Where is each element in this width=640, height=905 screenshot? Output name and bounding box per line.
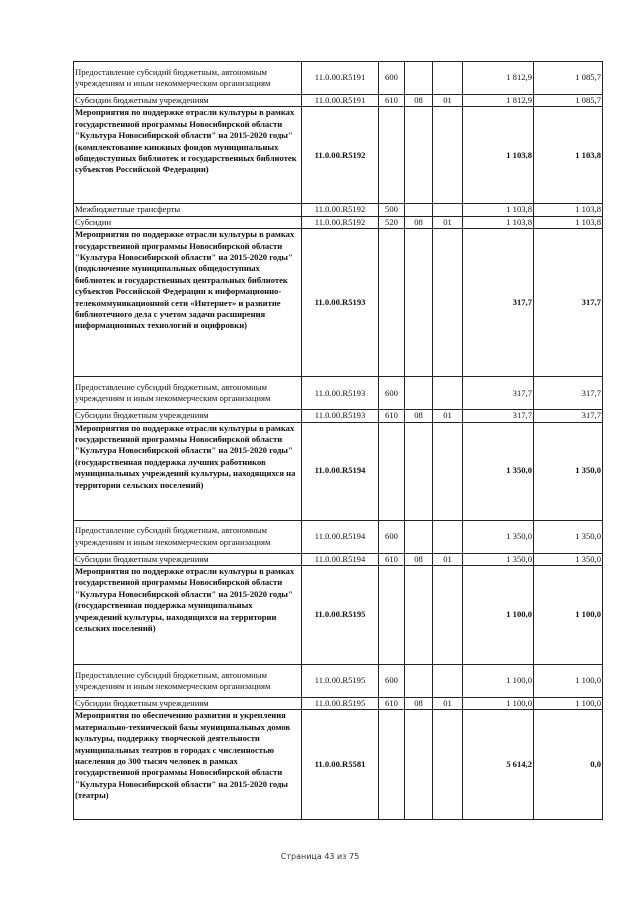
expense-type-cell: 600	[379, 377, 405, 410]
section-cell: 08	[405, 553, 433, 565]
target-code-cell: 11.0.00.R5192	[302, 216, 379, 228]
target-code-cell: 11.0.00.R5191	[302, 62, 379, 95]
row-name-cell: Мероприятия по поддержке отрасли культуры в рамках государственной программы Новосибирской области "Культура Новосибирской области" на 2015-2020 годы" (комплектование книжных фондов муниципальных общедоступных библиотек и государственных библиотек субъектов Российской Федерации)	[74, 107, 302, 204]
amount-year-1-cell: 317,7	[463, 229, 534, 377]
subsection-cell	[433, 62, 463, 95]
table-row	[74, 107, 603, 204]
row-name-cell: Мероприятия по поддержке отрасли культуры в рамках государственной программы Новосибирской области "Культура Новосибирской области" на 2015-2020 годы" (государственная поддержка лучших работников муниципальных учреждений культуры, находящихся на территории сельских поселений)	[74, 422, 302, 520]
expense-type-cell: 600	[379, 665, 405, 698]
subsection-cell	[433, 422, 463, 520]
target-code-cell: 11.0.00.R5195	[302, 665, 379, 698]
section-cell	[405, 422, 433, 520]
subsection-cell: 01	[433, 216, 463, 228]
target-code-cell: 11.0.00.R5581	[302, 710, 379, 820]
section-cell	[405, 710, 433, 820]
expense-type-cell: 500	[379, 204, 405, 216]
expense-type-cell: 600	[379, 520, 405, 553]
amount-year-1-cell: 1 103,8	[463, 204, 534, 216]
section-cell	[405, 520, 433, 553]
table-row	[74, 410, 603, 422]
amount-year-1-cell: 1 350,0	[463, 422, 534, 520]
section-cell: 08	[405, 410, 433, 422]
expense-type-cell: 600	[379, 62, 405, 95]
target-code-cell: 11.0.00.R5194	[302, 422, 379, 520]
amount-year-1-cell: 1 103,8	[463, 107, 534, 204]
section-cell: 08	[405, 698, 433, 710]
section-cell	[405, 62, 433, 95]
subsection-cell	[433, 229, 463, 377]
subsection-cell	[433, 566, 463, 665]
table-row	[74, 422, 603, 520]
row-name-cell: Мероприятия по поддержке отрасли культуры в рамках государственной программы Новосибирской области "Культура Новосибирской области" на 2015-2020 годы" (подключение муниципальных общедоступных библиотек и государственных центральных библиотек субъектов Российской Федерации к информационно-телекоммуникационной сети «Интернет» и развитие библиотечного дела с учетом задачи расширения информационных технологий и оцифровки)	[74, 229, 302, 377]
amount-year-1-cell: 1 103,8	[463, 216, 534, 228]
row-name-cell: Предоставление субсидий бюджетным, автономным учреждениям и иным некоммерческим организациям	[74, 520, 302, 553]
table-row	[74, 204, 603, 216]
target-code-cell: 11.0.00.R5194	[302, 553, 379, 565]
subsection-cell	[433, 204, 463, 216]
expense-type-cell	[379, 566, 405, 665]
subsection-cell	[433, 520, 463, 553]
subsection-cell: 01	[433, 95, 463, 107]
subsection-cell	[433, 377, 463, 410]
amount-year-2-cell: 1 100,0	[534, 566, 603, 665]
subsection-cell: 01	[433, 553, 463, 565]
amount-year-2-cell: 1 085,7	[534, 95, 603, 107]
expense-type-cell: 610	[379, 553, 405, 565]
amount-year-1-cell: 317,7	[463, 410, 534, 422]
table-row	[74, 710, 603, 820]
amount-year-1-cell: 1 350,0	[463, 520, 534, 553]
row-name-cell: Межбюджетные трансферты	[74, 204, 302, 216]
budget-table	[73, 61, 603, 820]
amount-year-2-cell: 1 085,7	[534, 62, 603, 95]
section-cell	[405, 229, 433, 377]
amount-year-1-cell: 1 812,9	[463, 95, 534, 107]
table-row	[74, 229, 603, 377]
subsection-cell	[433, 107, 463, 204]
row-name-cell: Мероприятия по обеспечению развития и укрепления материально-технической базы муниципальных домов культуры, поддержку творческой деятельности муниципальных театров в городах с численностью населения до 300 тысяч человек в рамках государственной программы Новосибирской области "Культура Новосибирской области" на 2015-2020 годы (театры)	[74, 710, 302, 820]
row-name-cell: Субсидии	[74, 216, 302, 228]
target-code-cell: 11.0.00.R5195	[302, 566, 379, 665]
page-number: Страница 43 из 75	[280, 852, 360, 861]
target-code-cell: 11.0.00.R5195	[302, 698, 379, 710]
target-code-cell: 11.0.00.R5193	[302, 410, 379, 422]
table-row	[74, 95, 603, 107]
table-row	[74, 216, 603, 228]
table-row	[74, 62, 603, 95]
amount-year-2-cell: 0,0	[534, 710, 603, 820]
table-row	[74, 377, 603, 410]
row-name-cell: Предоставление субсидий бюджетным, автономным учреждениям и иным некоммерческим организациям	[74, 665, 302, 698]
amount-year-2-cell: 1 103,8	[534, 216, 603, 228]
amount-year-1-cell: 1 100,0	[463, 665, 534, 698]
amount-year-1-cell: 1 812,9	[463, 62, 534, 95]
expense-type-cell: 610	[379, 698, 405, 710]
amount-year-1-cell: 1 100,0	[463, 566, 534, 665]
amount-year-1-cell: 1 350,0	[463, 553, 534, 565]
section-cell	[405, 107, 433, 204]
row-name-cell: Субсидии бюджетным учреждениям	[74, 553, 302, 565]
subsection-cell: 01	[433, 698, 463, 710]
target-code-cell: 11.0.00.R5193	[302, 229, 379, 377]
target-code-cell: 11.0.00.R5192	[302, 107, 379, 204]
table-row	[74, 553, 603, 565]
table-row	[74, 665, 603, 698]
amount-year-2-cell: 317,7	[534, 377, 603, 410]
section-cell	[405, 377, 433, 410]
table-row	[74, 698, 603, 710]
subsection-cell	[433, 665, 463, 698]
table-body	[74, 62, 603, 820]
target-code-cell: 11.0.00.R5194	[302, 520, 379, 553]
row-name-cell: Субсидии бюджетным учреждениям	[74, 698, 302, 710]
expense-type-cell	[379, 422, 405, 520]
amount-year-1-cell: 1 100,0	[463, 698, 534, 710]
amount-year-1-cell: 5 614,2	[463, 710, 534, 820]
target-code-cell: 11.0.00.R5191	[302, 95, 379, 107]
amount-year-2-cell: 1 103,8	[534, 107, 603, 204]
row-name-cell: Мероприятия по поддержке отрасли культуры в рамках государственной программы Новосибирской области "Культура Новосибирской области" на 2015-2020 годы" (государственная поддержка муниципальных учреждений культуры, находящихся на территории сельских поселений)	[74, 566, 302, 665]
expense-type-cell	[379, 107, 405, 204]
target-code-cell: 11.0.00.R5193	[302, 377, 379, 410]
amount-year-2-cell: 317,7	[534, 410, 603, 422]
row-name-cell: Субсидии бюджетным учреждениям	[74, 95, 302, 107]
row-name-cell: Предоставление субсидий бюджетным, автономным учреждениям и иным некоммерческим организациям	[74, 377, 302, 410]
amount-year-2-cell: 1 350,0	[534, 422, 603, 520]
expense-type-cell: 610	[379, 410, 405, 422]
expense-type-cell	[379, 229, 405, 377]
amount-year-2-cell: 1 100,0	[534, 665, 603, 698]
expense-type-cell	[379, 710, 405, 820]
table-row	[74, 520, 603, 553]
subsection-cell: 01	[433, 410, 463, 422]
expense-type-cell: 610	[379, 95, 405, 107]
table-row	[74, 566, 603, 665]
section-cell	[405, 566, 433, 665]
row-name-cell: Предоставление субсидий бюджетным, автономным учреждениям и иным некоммерческим организациям	[74, 62, 302, 95]
subsection-cell	[433, 710, 463, 820]
amount-year-2-cell: 317,7	[534, 229, 603, 377]
amount-year-2-cell: 1 350,0	[534, 520, 603, 553]
amount-year-1-cell: 317,7	[463, 377, 534, 410]
target-code-cell: 11.0.00.R5192	[302, 204, 379, 216]
amount-year-2-cell: 1 350,0	[534, 553, 603, 565]
row-name-cell: Субсидии бюджетным учреждениям	[74, 410, 302, 422]
section-cell: 08	[405, 216, 433, 228]
section-cell	[405, 665, 433, 698]
section-cell: 08	[405, 95, 433, 107]
amount-year-2-cell: 1 100,0	[534, 698, 603, 710]
section-cell	[405, 204, 433, 216]
expense-type-cell: 520	[379, 216, 405, 228]
amount-year-2-cell: 1 103,8	[534, 204, 603, 216]
